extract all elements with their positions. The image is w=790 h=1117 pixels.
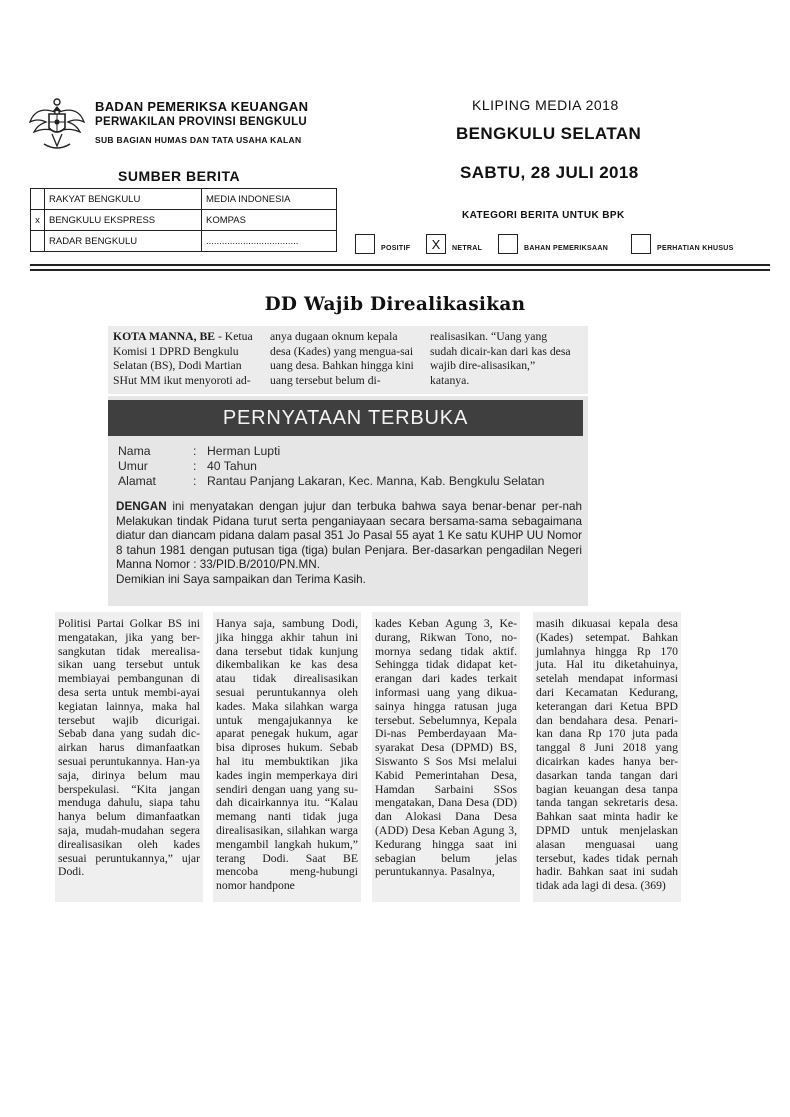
field-value: Rantau Panjang Lakaran, Kec. Manna, Kab. Bengkulu Selatan: [207, 474, 545, 488]
category-perhatian-khusus: [631, 234, 734, 254]
source-row: [31, 231, 337, 252]
field-colon: :: [193, 474, 197, 488]
org-name: BADAN PEMERIKSA KEUANGAN: [95, 99, 309, 114]
category-bahan-pemeriksaan: [498, 234, 608, 254]
category-label: BAHAN PEMERIKSAAN: [524, 245, 609, 252]
intro-text: anya dugaan oknum kepala desa (Kades) yang mengua-sai uang desa. Bahkan hingga kini uang tersebut belum di-: [270, 330, 414, 387]
source-checkbox: [31, 189, 45, 210]
field-colon: :: [193, 444, 197, 458]
org-branch: PERWAKILAN PROVINSI BENGKULU: [95, 116, 308, 128]
article-headline: DD Wajib Direalikasikan: [264, 294, 526, 315]
region-title: BENGKULU SELATAN: [456, 124, 642, 143]
field-value: Herman Lupti: [207, 444, 281, 458]
clipping-date: SABTU, 28 JULI 2018: [460, 163, 639, 182]
intro-column-1: [113, 330, 259, 388]
kliping-title: KLIPING MEDIA 2018: [472, 97, 619, 113]
source-name: RAKYAT BENGKULU: [45, 189, 202, 210]
category-checkbox: [498, 234, 518, 254]
source-table: [30, 188, 337, 252]
statement-body: [116, 500, 582, 588]
field-label: Nama: [118, 444, 151, 458]
field-label: Umur: [118, 459, 148, 473]
statement-text: ini menyatakan dengan jujur dan terbuka bahwa saya benar-benar per-nah Melakukan tindak Pidana turut serta penganiayaan secara bersama-sama sebagaimana diatur dan diancam pidana dalam pasal 351 Jo Pasal 55 ayat 1 Ke satu KUHP UU Nomor 8 tahun 1981 dengan putusan tiga (tiga) bulan Penjara. Ber-dasarkan pengadilan Negeri Manna Nomor : 33/PID.B/2010/PN.MN.: [116, 500, 582, 572]
category-checkbox: [355, 234, 375, 254]
statement-closing: Demikian ini Saya sampaikan dan Terima Kasih.: [116, 572, 366, 586]
intro-text: - Ketua Komisi 1 DPRD Bengkulu Selatan (BS), Dodi Martian SHut MM ikut menyoroti ad-: [113, 330, 253, 387]
source-blank-line: ...................................: [202, 231, 337, 252]
intro-column-2: [270, 330, 416, 388]
category-label: POSITIF: [381, 245, 411, 252]
header-divider: [30, 269, 770, 271]
article-text: Hanya saja, sambung Dodi, jika hingga akhir tahun ini dana tersebut tidak kunjung dikembalikan ke kas desa atau tidak direalisasikan sesuai peruntukannya oleh kades. Maka silahkan warga untuk mengajukannya ke aparat penegak hukum, agar bisa diproses hukum. Sebab hal itu membuktikan jika kades ingin memperkaya diri sendiri dengan uang yang su-dah dicairkannya itu. “Kalau memang nanti tidak juga direalisasikan, silahkan warga mengambil langkah hukum,” terang Dodi. Saat BE mencoba meng-hubungi nomor handpone: [216, 617, 358, 893]
sumber-berita-title: SUMBER BERITA: [118, 168, 241, 184]
intro-column-3: [430, 330, 576, 388]
source-checkbox: [31, 231, 45, 252]
source-name: MEDIA INDONESIA: [202, 189, 337, 210]
statement-row-nama: [118, 444, 280, 458]
statement-row-umur: [118, 459, 257, 473]
category-label: NETRAL: [452, 245, 483, 252]
article-column-3: [372, 612, 520, 902]
category-positif: [355, 234, 410, 254]
dateline: KOTA MANNA, BE: [113, 330, 216, 343]
category-netral: [426, 234, 482, 254]
category-label: PERHATIAN KHUSUS: [657, 245, 734, 252]
source-row: [31, 189, 337, 210]
kategori-title: KATEGORI BERITA UNTUK BPK: [462, 210, 625, 221]
org-subdivision: SUB BAGIAN HUMAS DAN TATA USAHA KALAN: [95, 135, 302, 145]
article-text: kades Keban Agung 3, Ke-durang, Rikwan Tono, no-mornya sedang tidak aktif. Sehingga tidak didapat ket-erangan dari kades terkait informasi uang yang dikua-sainya hingga ratusan juga tersebut. Sebelumnya, Kepala Di-nas Pemberdayaan Ma-syarakat Desa (DPMD) BS, Siswanto S Sos Msi melalui Kabid Pemerintahan Desa, Hamdan Sarbaini SSos mengatakan, Dana Desa (DD) dan Alokasi Dana Desa (ADD) Desa Keban Agung 3, Kedurang hingga saat ini sebagian belum jelas peruntukannya. Pasalnya,: [375, 617, 517, 879]
category-checkbox: [631, 234, 651, 254]
source-name: RADAR BENGKULU: [45, 231, 202, 252]
category-checkbox: X: [426, 234, 446, 254]
field-label: Alamat: [118, 474, 156, 488]
header-divider: [30, 264, 770, 266]
garuda-emblem-icon: [28, 92, 86, 154]
source-name: BENGKULU EKSPRESS: [45, 210, 202, 231]
source-row: [31, 210, 337, 231]
article-column-4: [533, 612, 681, 902]
source-checkbox: x: [31, 210, 45, 231]
source-name: KOMPAS: [202, 210, 337, 231]
article-text: masih dikuasai kepala desa (Kades) setempat. Bahkan jumlahnya hingga Rp 170 juta. Hal itu diketahuinya, setelah mendapat informasi dari Kecamatan Kedurang, keterangan dari Ketua BPD dan bendahara desa. Penari-kan dana Rp 170 juta pada tanggal 8 Juni 2018 yang dicairkan kades hanya ber-dasarkan tanda tangan dari bagian keuangan desa tanpa tanda tangan sekretaris desa. Bahkan saat minta hadir ke DPMD untuk menjelaskan alasan menguasai uang tersebut, kades tidak pernah hadir. Bahkan saat ini sudah tidak ada lagi di desa. (369): [536, 617, 678, 893]
article-column-2: [213, 612, 361, 902]
statement-lead: DENGAN: [116, 500, 167, 513]
statement-title: PERNYATAAN TERBUKA: [222, 407, 469, 429]
statement-row-alamat: [118, 474, 544, 488]
article-column-1: [55, 612, 203, 902]
intro-text: realisasikan. “Uang yang sudah dicair-kan dari kas desa wajib dire-alisasikan,” katanya.: [430, 330, 571, 387]
field-colon: :: [193, 459, 197, 473]
article-text: Politisi Partai Golkar BS ini mengatakan, jika yang ber-sangkutan tidak merealisa-sikan uang tersebut untuk membiayai pembangunan di desa serta untuk membi-ayai kegiatan lainnya, maka hal tersebut wajib dicurigai. Sebab dana yang sudah dic-airkan harus dimanfaatkan sesuai peruntukannya. Han-ya saja, dirinya belum mau berspekulasi. “Kita jangan menduga dahulu, siapa tahu hanya belum dimanfaatkan saja, mudah-mudahan segera direalisasikan oleh kades sesuai peruntukannya,” ujar Dodi.: [58, 617, 200, 879]
field-value: 40 Tahun: [207, 459, 257, 473]
